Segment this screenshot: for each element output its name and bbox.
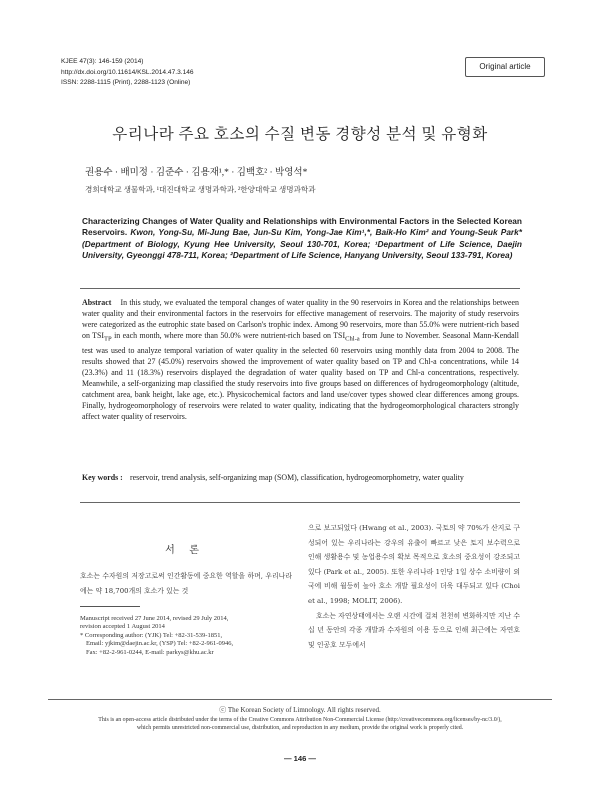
footnote-line-2: revision accepted 1 August 2014 (80, 623, 165, 631)
footnote-line-4: Email: yjkim@daejin.ac.kr, (YSP) Tel: +82-2-961-0946, (86, 640, 234, 648)
abstract (82, 297, 519, 422)
license (48, 717, 552, 732)
korean-affiliation: 경희대학교 생물학과, ¹대진대학교 생명과학과, ²한양대학교 생명과학과 (85, 185, 316, 194)
footer-rule (48, 699, 552, 700)
journal-citation: KJEE 47(3): 146-159 (2014) (61, 58, 144, 65)
keywords-text: reservoir, trend analysis, self-organizing map (SOM), classification, hydrogeomorphometry, water quality (130, 473, 464, 482)
abstract-text-3: from June to November. Seasonal Mann-Kendall test was used to analyze temporal variation of water quality in the selected 60 reservoirs using monthly data from 2004 to 2008. The results showed that 27 (45.0%) reservoirs showed the improvement of water quality based on TP and Chl-a concentrations, while 14 (23.3%) and 11 (18.3%) reservoirs displayed the degradation of water quality based on TP and Chl-a concentrations, respectively. Meanwhile, a self-organizing map classified the study reservoirs into five groups based on differences of hydrogeomorphology (altitude, catchment area, bank height, lake age, etc.). Physicochemical factors and land use/cover types showed clear differences among groups. Finally, hydrogeomorphology of reservoirs were related to water quality, indicating that the hydrogeomorphological characters strongly affect water quality of reservoirs. (82, 331, 519, 422)
english-title: Characterizing Changes of Water Quality and Relationships with Environmental Factors in the Selected Korean Reservoirs. (82, 216, 522, 238)
abstract-sub-chla: Chl-a (345, 335, 360, 343)
english-authors: Kwon, Yong-Su, Mi-Jung Bae, Jun-Su Kim, Yong-Jae Kim¹,*, Baik-Ho Kim² and Young-Seuk Park* (Department of Biology, Kyung Hee University, Seoul 130-701, Korea; ¹Department of Life Science, Daejin University, Gyeonggi 478-711, Korea; ²Department of Life Science, Hanyang University, Seoul 133-791, Korea) (82, 227, 523, 261)
page-number: — 146 — (283, 754, 317, 763)
abstract-text-2: in each month, where more than 50.0% were nutrient-rich based on TSI (111, 331, 346, 341)
issn: ISSN: 2288-1115 (Print), 2288-1123 (Online) (61, 79, 191, 87)
intro-left-column: 호소는 수자원의 저장고로써 인간활동에 중요한 역할을 하며, 우리나라에는 약 18,700개의 호소가 있는 것 (80, 572, 292, 595)
footnote-line-1: Manuscript received 27 June 2014, revised 29 July 2014, (80, 615, 229, 622)
intro-right-paragraph-2: 호소는 자연상태에서는 오랜 시간에 걸쳐 천천히 변화하지만 지난 수십 년 동안의 각종 개발과 수자원의 이용 등으로 인해 최근에는 자연호 및 인공호 모두에서 (308, 611, 520, 649)
license-line-1: This is an open-access article distributed under the terms of the Creative Commons Attribution Non-Commercial License (http://creativecommons.org/licenses/by-nc/3.0/), (98, 717, 502, 723)
section-heading-intro: 서 론 (165, 545, 205, 556)
doi-link[interactable]: http://dx.doi.org/10.11614/KSL.2014.47.3.146 (61, 68, 194, 76)
article-type-badge: Original article (465, 57, 545, 77)
korean-authors: 권용수 · 배미정 · 김준수 · 김용재¹,* · 김백호² · 박영석* (85, 168, 308, 178)
english-title-block (82, 216, 522, 262)
abstract-sub-tp: TP (104, 335, 112, 343)
footnote-rule (80, 606, 140, 607)
keywords (82, 472, 519, 483)
abstract-bottom-rule (80, 502, 520, 503)
footnote (80, 615, 300, 657)
keywords-label: Key words : (82, 473, 123, 482)
abstract-label: Abstract (82, 298, 112, 307)
abstract-text-1: In this study, we evaluated the temporal changes of water quality in the 90 reservoirs in Korea and the relationships between water quality and their environmental factors in the reservoirs for effective management of reservoirs. The majority of study reservoirs were categorized as the eutrophic state based on Carlson's trophic index. Among 90 reservoirs, more than 55.0% were nutrient-rich based on TSI (82, 298, 519, 341)
license-line-2: which permits unrestricted non-commercial use, distribution, and reproduction in any medium, provide the original work is properly cited. (136, 724, 464, 731)
abstract-top-rule (80, 288, 520, 289)
footnote-line-3: * Corresponding author: (YJK) Tel: +82-31-539-1851, (80, 631, 223, 639)
journal-meta (61, 57, 194, 89)
korean-title: 우리나라 주요 호소의 수질 변동 경향성 분석 및 유형화 (112, 126, 488, 143)
intro-right-paragraph-1: 으로 보고되었다 (Hwang et al., 2003). 국토의 약 70%가 산지로 구성되어 있는 우리나라는 강우의 유출이 빠르고 낮은 토지 보수력으로 인해 생활용수 및 농업용수의 확보 목적으로 호소의 중요성이 강조되고 있다 (Park et al., 2005). 또한 우리나라 1인당 1일 상수 소비량이 외국에 비해 월등히 높아 호소 개발 필요성이 더욱 대두되고 있다 (Choi et al., 1998; MOLIT, 2006). (308, 524, 520, 605)
footnote-line-5: Fax: +82-2-961-0244, E-mail: parkys@khu.ac.kr (86, 648, 214, 656)
intro-right-column (308, 521, 520, 652)
copyright: ⓒ The Korean Society of Limnology. All rights reserved. (219, 706, 381, 714)
